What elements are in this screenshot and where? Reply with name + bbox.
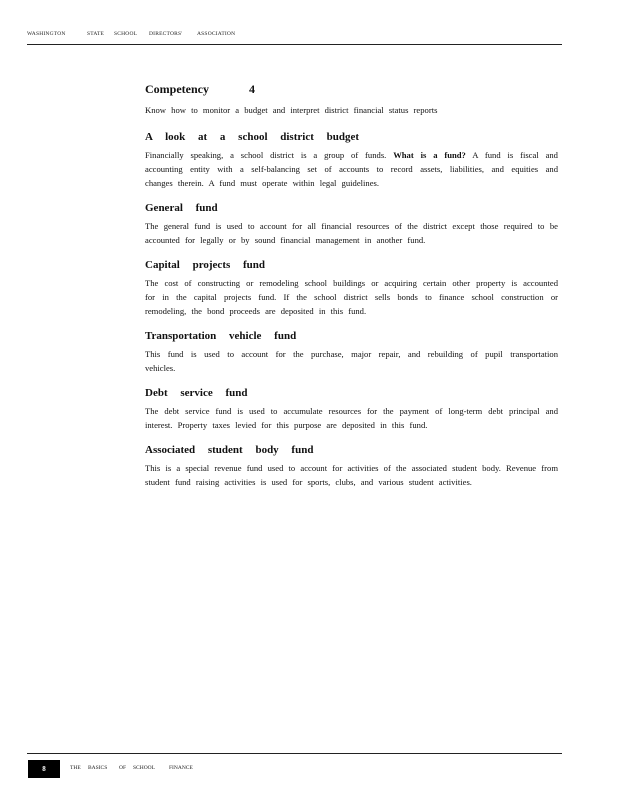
section-title: Transportation vehicle fund [145, 330, 297, 342]
section-title: A look at a school district budget [145, 131, 360, 143]
footer-rule [27, 753, 562, 754]
footer-word: OF [119, 765, 127, 771]
footer-word: FINANCE [169, 765, 193, 771]
section-text: This is a special revenue fund used to account for activities of the associated student body. Revenue from student fund raising activities is used for sports, clubs, and various student activities. [145, 463, 558, 487]
section-text: The general fund is used to account for all financial resources of the district except those required to be accounted for legally or by sound financial management in another fund. [145, 221, 558, 245]
footer-word: BASICS [88, 765, 108, 771]
section-text-part: Financially speaking, a school district is a group of funds. [145, 150, 387, 160]
page-number: 8 [28, 760, 60, 778]
section-text [145, 148, 558, 190]
header-word: ASSOCIATION [197, 31, 236, 37]
section-text: The debt service fund is used to accumulate resources for the payment of long-term debt principal and interest. Property taxes levied for this purpose are deposited in this fund. [145, 406, 558, 430]
footer-word: THE [70, 765, 81, 771]
footer-title [70, 765, 193, 771]
section-title: General fund [145, 202, 218, 214]
section-title: Capital projects fund [145, 259, 266, 271]
competency-label: Competency [145, 82, 209, 96]
header-word: DIRECTORS' [149, 31, 183, 37]
section-text: The cost of constructing or remodeling school buildings or acquiring certain other property is accounted for in the capital projects fund. If the school district sells bonds to finance school construction or remodeling, the bond proceeds are deposited in this fund. [145, 278, 558, 316]
header-word: WASHINGTON [27, 31, 66, 37]
competency-heading [145, 82, 558, 97]
section-title: Associated student body fund [145, 444, 314, 456]
section-title: Debt service fund [145, 387, 248, 399]
section-text: This fund is used to account for the purchase, major repair, and rebuilding of pupil transportation vehicles. [145, 349, 558, 373]
footer-word: SCHOOL [133, 765, 156, 771]
competency-description: Know how to monitor a budget and interpret district financial status reports [145, 105, 438, 115]
header-word: STATE [87, 31, 105, 37]
main-content [145, 82, 558, 501]
header-rule [27, 44, 562, 45]
section-bold-question: What is a fund? [393, 150, 466, 160]
running-header [27, 31, 562, 37]
section-text-part: A fund is fiscal and accounting entity with a self-balancing set of accounts to record assets, liabilities, and equities and changes therein. A fund must operate within legal guidelines. [145, 150, 558, 188]
competency-number: 4 [248, 82, 255, 96]
header-word: SCHOOL [114, 31, 138, 37]
